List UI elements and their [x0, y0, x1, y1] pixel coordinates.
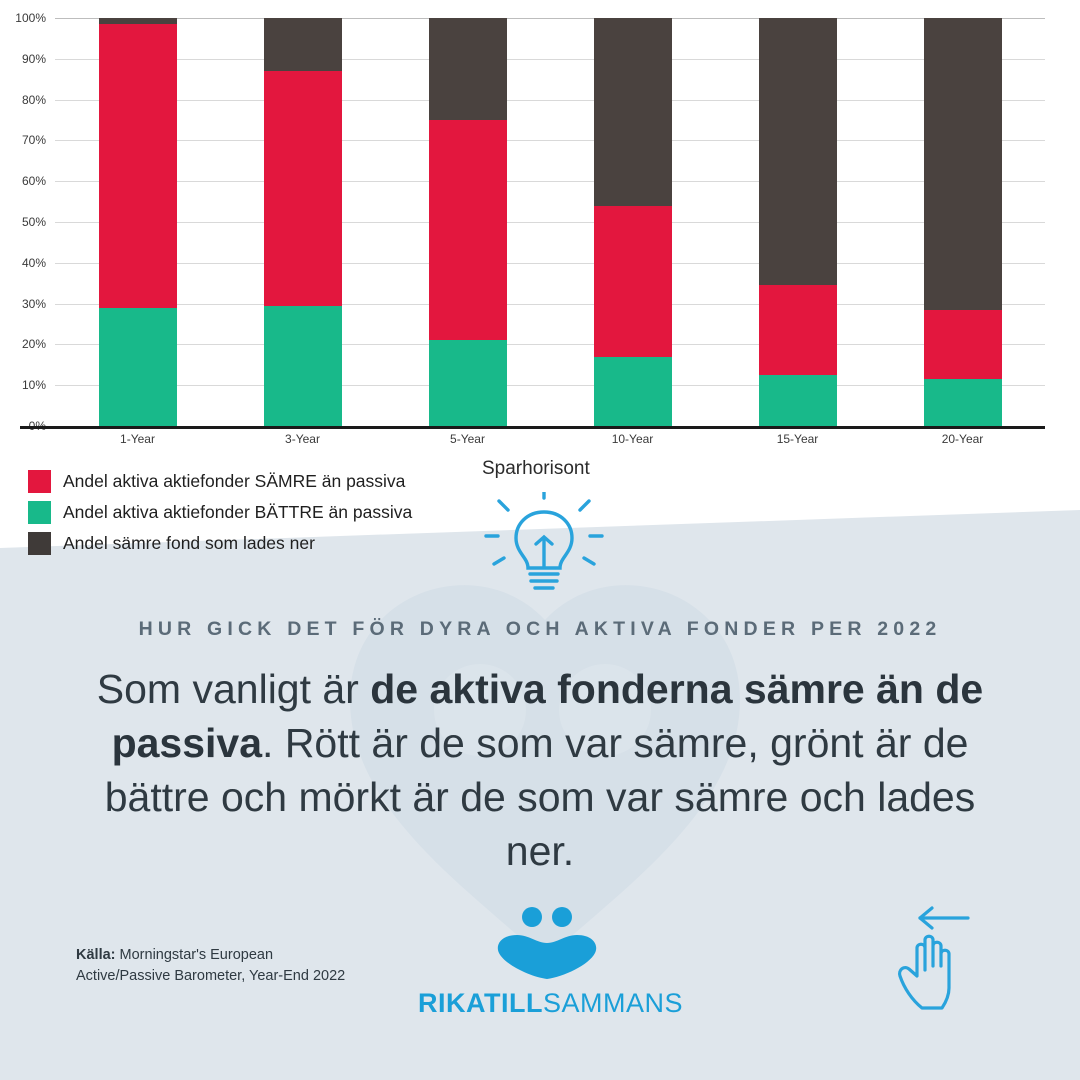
bar-segment: [924, 310, 1002, 379]
headline-part1: Som vanligt är: [96, 666, 371, 712]
legend-item-red: [28, 466, 508, 497]
headline: [90, 662, 990, 878]
bar-segment: [264, 71, 342, 306]
legend-item-dark: [28, 528, 508, 559]
x-axis-line: [20, 426, 1045, 429]
bar-segment: [594, 357, 672, 426]
chart: [0, 0, 1080, 479]
bar-segment: [924, 18, 1002, 310]
brand-thin: SAMMANS: [542, 988, 684, 1018]
brand-bold: RIKATILL: [418, 988, 543, 1018]
bar-segment: [429, 120, 507, 340]
y-tick-80: 80%: [21, 92, 46, 107]
legend-swatch-red: [28, 470, 51, 493]
y-tick-40: 40%: [21, 255, 46, 270]
bar-group: [924, 18, 1002, 426]
x-tick-label: 3-Year: [285, 432, 320, 446]
bar-segment: [99, 308, 177, 426]
x-axis-title: Sparhorisont: [482, 458, 590, 479]
x-tick-label: 1-Year: [120, 432, 155, 446]
bar-segment: [924, 379, 1002, 426]
source-text: Morningstar's European Active/Passive Barometer, Year-End 2022: [76, 947, 346, 984]
y-tick-70: 70%: [21, 133, 46, 148]
bar-segment: [759, 18, 837, 285]
x-axis-labels: [55, 432, 1045, 458]
bar-segment: [264, 18, 342, 71]
bar-group: [99, 18, 177, 426]
source-label: Källa:: [76, 947, 116, 963]
legend-swatch-dark: [28, 532, 51, 555]
brand-wordmark: [418, 988, 684, 1019]
x-tick-label: 10-Year: [611, 432, 654, 446]
lightbulb-icon: [478, 492, 610, 597]
kicker-text: HUR GICK DET FÖR DYRA OCH AKTIVA FONDER PER 2022: [138, 618, 942, 640]
x-tick-label: 5-Year: [450, 432, 485, 446]
y-tick-30: 30%: [21, 296, 46, 311]
y-axis-labels: [0, 0, 52, 426]
y-tick-60: 60%: [21, 174, 46, 189]
legend-swatch-green: [28, 501, 51, 524]
swipe-hand-icon[interactable]: [880, 900, 1000, 1020]
brand-mark-icon: [491, 905, 603, 979]
bar-segment: [759, 375, 837, 426]
bar-segment: [594, 18, 672, 206]
bar-segment: [264, 306, 342, 426]
chart-legend: [28, 466, 508, 559]
bar-group: [594, 18, 672, 426]
y-tick-100: 100%: [15, 11, 46, 25]
headline-part2: . Rött är de som var sämre, grönt är de bättre och mörkt är de som var sämre och lades ner.: [104, 720, 976, 874]
legend-item-green: [28, 497, 508, 528]
brand-logo: [418, 905, 684, 1019]
headline-bold: de aktiva fonderna sämre än de passiva: [111, 666, 984, 766]
y-tick-50: 50%: [21, 215, 46, 229]
legend-label-green: Andel aktiva aktiefonder BÄTTRE än passiva: [63, 502, 413, 522]
x-tick-label: 15-Year: [776, 432, 819, 446]
y-tick-10: 10%: [21, 378, 46, 393]
y-tick-90: 90%: [21, 51, 46, 66]
legend-label-red: Andel aktiva aktiefonder SÄMRE än passiva: [63, 471, 406, 491]
bar-segment: [429, 340, 507, 426]
bar-segment: [594, 206, 672, 357]
x-tick-label: 20-Year: [941, 432, 984, 446]
bar-group: [759, 18, 837, 426]
bar-group: [264, 18, 342, 426]
bar-series-container: [55, 18, 1045, 426]
bar-segment: [429, 18, 507, 120]
bar-segment: [759, 285, 837, 375]
bar-group: [429, 18, 507, 426]
source-note: [76, 945, 346, 987]
bar-segment: [99, 24, 177, 308]
y-tick-20: 20%: [21, 337, 46, 352]
legend-label-dark: Andel sämre fond som lades ner: [63, 533, 315, 553]
bar-segment: [99, 18, 177, 24]
